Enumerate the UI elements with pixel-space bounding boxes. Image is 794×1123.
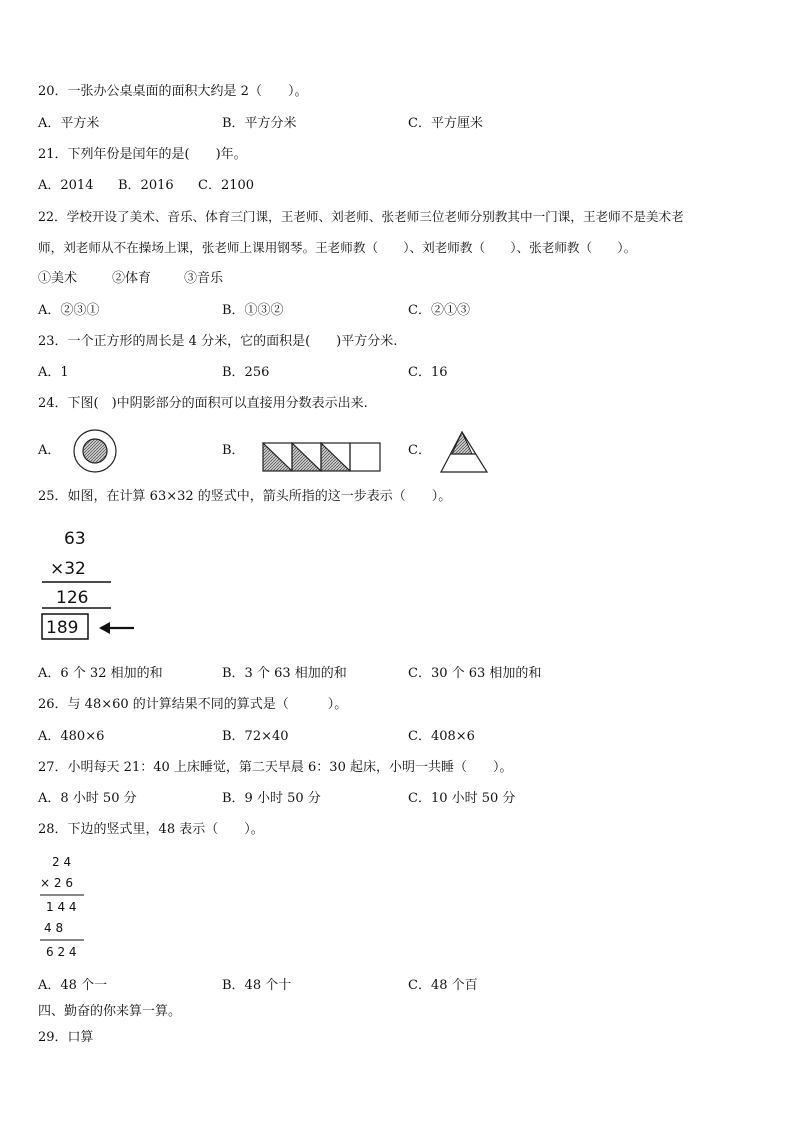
q22-option-a: A．②③①	[38, 303, 100, 318]
q25-calc-top: 63	[64, 529, 86, 549]
q27-option-a: A．8 小时 50 分	[38, 791, 137, 806]
q21-option-b: B．2016	[118, 178, 174, 193]
q25-calc-p1: 126	[56, 588, 89, 608]
q25-calc-figure	[42, 529, 134, 639]
q28-calc-p1: 1 4 4	[46, 900, 77, 914]
q23-stem: 23．一个正方形的周长是 4 分米，它的面积是( )平方分米.	[38, 334, 398, 349]
q25-calc-mult: ×32	[50, 559, 86, 579]
q20-option-b: B．平方分米	[222, 116, 297, 131]
q22-choice-3: ③音乐	[184, 271, 224, 286]
section-4-title: 四、勤奋的你来算一算。	[38, 1004, 182, 1019]
q20-option-a: A．平方米	[38, 116, 100, 131]
q22-option-c: C．②①③	[408, 303, 470, 318]
q25-calc-p2: 189	[46, 618, 79, 638]
q26-option-a: A．480×6	[38, 729, 105, 744]
q28-stem: 28．下边的竖式里，48 表示（ ）。	[38, 822, 264, 837]
q26-option-c: C．408×6	[408, 729, 475, 744]
q24-stem: 24．下图( )中阴影部分的面积可以直接用分数表示出来.	[38, 396, 368, 411]
q25-stem: 25．如图，在计算 63×32 的竖式中，箭头所指的这一步表示（ ）。	[38, 489, 452, 504]
q28-option-c: C．48 个百	[408, 978, 478, 993]
q22-option-b: B．①③②	[222, 303, 284, 318]
q26-stem: 26．与 48×60 的计算结果不同的算式是（ ）。	[38, 697, 348, 712]
q28-calc-mult: × 2 6	[40, 876, 73, 890]
q23-option-b: B．256	[222, 365, 270, 380]
q25-option-a: A．6 个 32 相加的和	[38, 666, 163, 681]
q25-option-b: B．3 个 63 相加的和	[222, 666, 347, 681]
q24-figure-a	[74, 430, 116, 472]
q21-option-c: C．2100	[198, 178, 255, 193]
q26-option-b: B．72×40	[222, 729, 289, 744]
q24-option-b: B．	[222, 443, 245, 458]
q28-calc-top: 2 4	[52, 855, 72, 869]
q28-calc-result: 6 2 4	[46, 945, 77, 959]
q22-stem-line1: 22．学校开设了美术、音乐、体育三门课，王老师、刘老师、张老师三位老师分别教其中一门课，王老师不是美术老	[38, 209, 684, 224]
q21-option-a: A．2014	[38, 178, 94, 193]
q23-option-c: C．16	[408, 365, 448, 380]
q25-option-c: C．30 个 63 相加的和	[408, 666, 542, 681]
q27-stem: 27．小明每天 21：40 上床睡觉，第二天早晨 6：30 起床，小明一共睡（ ）。	[38, 760, 513, 775]
q23-option-a: A．1	[38, 365, 69, 380]
q28-option-a: A．48 个一	[38, 978, 108, 993]
q24-figure-c	[441, 432, 487, 472]
q20-option-c: C．平方厘米	[408, 116, 483, 131]
q27-option-b: B．9 小时 50 分	[222, 791, 321, 806]
q22-stem-line2: 师，刘老师从不在操场上课，张老师上课用钢琴。王老师教（ ）、刘老师教（ ）、张老师教（ ）。	[38, 240, 637, 255]
q28-calc-p2: 4 8	[44, 921, 64, 935]
q28-calc-figure	[40, 855, 84, 959]
q24-option-c: C．	[408, 443, 431, 458]
q22-choice-1: ①美术	[38, 271, 78, 286]
q21-stem: 21．下列年份是闰年的是( )年。	[38, 147, 247, 162]
q24-option-a: A．	[38, 443, 61, 458]
q29-stem: 29．口算	[38, 1030, 94, 1045]
q27-option-c: C．10 小时 50 分	[408, 791, 516, 806]
q22-choice-2: ②体育	[112, 271, 152, 286]
q20-stem: 20．一张办公桌桌面的面积大约是 2（ ）。	[38, 84, 308, 99]
q28-option-b: B．48 个十	[222, 978, 292, 993]
q24-figure-b	[263, 443, 380, 471]
